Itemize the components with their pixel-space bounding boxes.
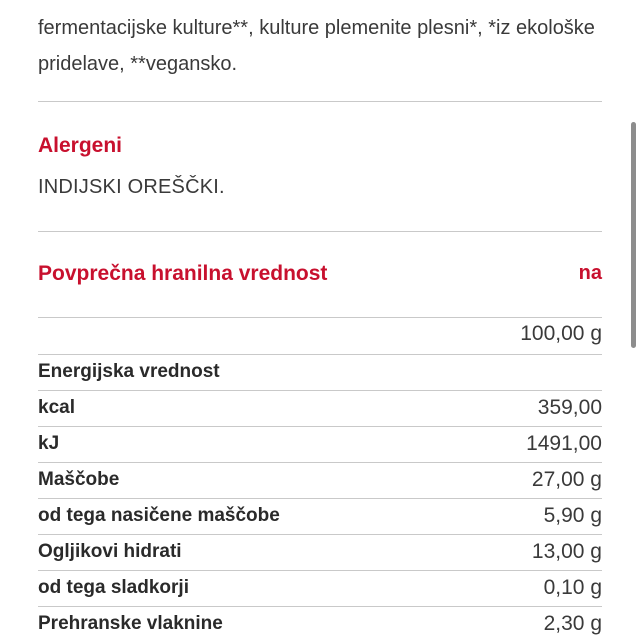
nutrition-label: Energijska vrednost	[38, 361, 220, 382]
nutrition-row-energy	[38, 354, 602, 390]
nutrition-row-saturated-fat	[38, 498, 602, 534]
nutrition-label: kcal	[38, 397, 75, 418]
nutrition-label: od tega nasičene maščobe	[38, 505, 280, 526]
allergens-value: INDIJSKI OREŠČKI.	[38, 176, 225, 198]
nutrition-label: Maščobe	[38, 469, 120, 490]
nutrition-value: 5,90 g	[543, 504, 602, 527]
scrollbar[interactable]	[631, 122, 636, 348]
nutrition-basis: 100,00 g	[520, 322, 602, 345]
nutrition-value: 13,00 g	[531, 540, 602, 563]
divider	[38, 101, 602, 102]
nutrition-label: kJ	[38, 433, 60, 454]
nutrition-row-carbohydrates	[38, 534, 602, 570]
nutrition-row-fiber	[38, 606, 602, 642]
nutrition-label: Prehranske vlaknine	[38, 613, 223, 634]
divider	[38, 231, 602, 232]
nutrition-per-label: na	[578, 262, 602, 284]
nutrition-row-sugars	[38, 570, 602, 606]
nutrition-value: 0,10 g	[543, 576, 602, 599]
nutrition-value: 359,00	[537, 396, 602, 419]
nutrition-row-kcal	[38, 390, 602, 426]
nutrition-title: Povprečna hranilna vrednost	[38, 262, 328, 285]
nutrition-value: 2,30 g	[543, 612, 602, 635]
allergens-title: Alergeni	[38, 134, 123, 157]
nutrition-label: Ogljikovi hidrati	[38, 541, 182, 562]
nutrition-value: 1491,00	[526, 432, 602, 455]
nutrition-row-fat	[38, 462, 602, 498]
ingredients-text: fermentacijske kulture**, kulture plemenite plesni*, *iz ekološke pridelave, **vegansko.	[38, 17, 595, 75]
nutrition-value: 27,00 g	[531, 468, 602, 491]
divider	[38, 317, 602, 318]
nutrition-row-kj	[38, 426, 602, 462]
nutrition-label: od tega sladkorji	[38, 577, 189, 598]
